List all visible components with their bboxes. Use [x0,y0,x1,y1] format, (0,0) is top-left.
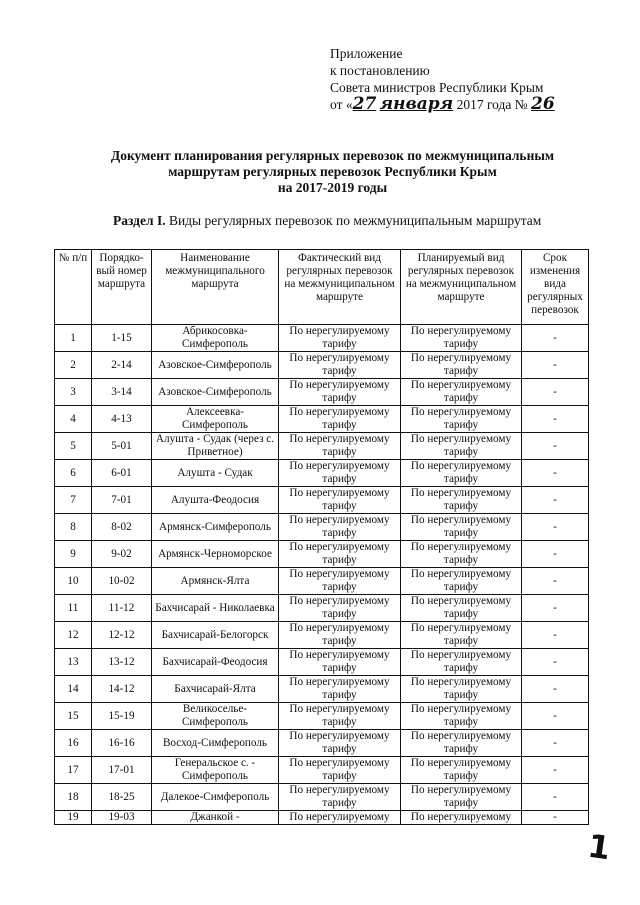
cell-change-term: - [522,487,589,514]
cell-index: 7 [55,487,92,514]
table-row [55,325,589,352]
cell-route-name: Армянск-Черноморское [152,541,279,568]
cell-actual-type: По нерегулируемому тарифу [279,757,401,784]
cell-actual-type: По нерегулируемому тарифу [279,433,401,460]
cell-route-number: 11-12 [92,595,152,622]
cell-planned-type: По нерегулируемому тарифу [401,406,522,433]
cell-index: 5 [55,433,92,460]
cell-planned-type: По нерегулируемому тарифу [401,325,522,352]
cell-change-term: - [522,703,589,730]
cell-route-name: Армянск-Ялта [152,568,279,595]
cell-actual-type: По нерегулируемому тарифу [279,487,401,514]
table-row [55,460,589,487]
cell-actual-type: По нерегулируемому тарифу [279,568,401,595]
cell-index: 6 [55,460,92,487]
cell-planned-type: По нерегулируемому тарифу [401,460,522,487]
handwritten-month: января [379,94,454,114]
cell-actual-type: По нерегулируемому тарифу [279,649,401,676]
cell-index: 3 [55,379,92,406]
cell-actual-type: По нерегулируемому тарифу [279,325,401,352]
cell-planned-type: По нерегулируемому тарифу [401,352,522,379]
table-row [55,406,589,433]
table-row [55,568,589,595]
appendix-line-1: Приложение [330,46,403,61]
cell-index: 9 [55,541,92,568]
cell-change-term: - [522,622,589,649]
header-change-term: Срок изменения вида регулярных перевозок [522,250,589,325]
cell-planned-type: По нерегулируемому тарифу [401,649,522,676]
cell-actual-type: По нерегулируемому тарифу [279,622,401,649]
cell-index: 17 [55,757,92,784]
cell-index: 18 [55,784,92,811]
cell-index: 13 [55,649,92,676]
cell-actual-type: По нерегулируемому тарифу [279,541,401,568]
cell-route-name: Генеральское с. - Симферополь [152,757,279,784]
table-row [55,757,589,784]
cell-planned-type: По нерегулируемому тарифу [401,622,522,649]
cell-change-term: - [522,541,589,568]
header-index: № п/п [55,250,92,325]
table-row [55,703,589,730]
cell-route-number: 15-19 [92,703,152,730]
cell-index: 8 [55,514,92,541]
cell-index: 1 [55,325,92,352]
table-row [55,487,589,514]
cell-change-term: - [522,568,589,595]
table-row [55,541,589,568]
cell-actual-type: По нерегулируемому тарифу [279,784,401,811]
section-heading [113,213,613,229]
cell-actual-type: По нерегулируемому тарифу [279,514,401,541]
section-label: Раздел I. [113,213,166,228]
cell-change-term: - [522,406,589,433]
cell-planned-type: По нерегулируемому тарифу [401,676,522,703]
cell-index: 15 [55,703,92,730]
cell-change-term: - [522,514,589,541]
cell-route-name: Бахчисарай-Феодосия [152,649,279,676]
handwritten-page-mark: 1 [585,826,613,868]
table-row [55,784,589,811]
table-header-row [55,250,589,325]
cell-actual-type: По нерегулируемому тарифу [279,460,401,487]
title-line-1: Документ планирования регулярных перевозок по межмуниципальным [110,148,555,163]
header-planned-type: Планируемый вид регулярных перевозок на межмуниципальном маршруте [401,250,522,325]
cell-index: 14 [55,676,92,703]
title-line-3: на 2017-2019 годы [277,180,388,195]
cell-planned-type: По нерегулируемому тарифу [401,514,522,541]
cell-actual-type: По нерегулируемому тарифу [279,406,401,433]
cell-route-name: Бахчисарай-Белогорск [152,622,279,649]
cell-change-term: - [522,784,589,811]
header-route-number: Порядко-вый номер маршрута [92,250,152,325]
cell-route-name: Азовское-Симферополь [152,352,279,379]
routes-table [54,249,589,825]
cell-route-number: 4-13 [92,406,152,433]
cell-route-number: 13-12 [92,649,152,676]
title-line-2: маршрутам регулярных перевозок Республики Крым [168,164,497,179]
cell-route-number: 12-12 [92,622,152,649]
cell-route-name: Азовское-Симферополь [152,379,279,406]
cell-actual-type: По нерегулируемому тарифу [279,595,401,622]
cell-planned-type: По нерегулируемому тарифу [401,541,522,568]
cell-route-name: Бахчисарай-Ялта [152,676,279,703]
table-row [55,595,589,622]
appendix-block [330,45,630,113]
appendix-date-line [330,96,630,113]
cell-route-name: Бахчисарай - Николаевка [152,595,279,622]
header-actual-type: Фактический вид регулярных перевозок на межмуниципальном маршруте [279,250,401,325]
cell-route-number: 14-12 [92,676,152,703]
table-row [55,676,589,703]
cell-index: 4 [55,406,92,433]
cell-route-number: 3-14 [92,379,152,406]
table-row [55,811,589,825]
cell-route-number: 2-14 [92,352,152,379]
cell-route-name: Алушта-Феодосия [152,487,279,514]
cell-route-number: 10-02 [92,568,152,595]
cell-change-term: - [522,649,589,676]
cell-route-number: 1-15 [92,325,152,352]
cell-change-term: - [522,676,589,703]
header-route-name: Наименование межмуниципального маршрута [152,250,279,325]
cell-planned-type: По нерегулируемому тарифу [401,730,522,757]
cell-index: 16 [55,730,92,757]
cell-change-term: - [522,595,589,622]
cell-route-name: Джанкой - [152,811,279,825]
document-title [60,148,605,196]
table-row [55,730,589,757]
section-text: Виды регулярных перевозок по межмуниципальным маршрутам [168,213,542,228]
cell-planned-type: По нерегулируемому тарифу [401,784,522,811]
table-row [55,514,589,541]
cell-index: 10 [55,568,92,595]
cell-change-term: - [522,757,589,784]
cell-planned-type: По нерегулируемому тарифу [401,487,522,514]
date-middle: 2017 года № [456,97,528,112]
cell-route-name: Восход-Симферополь [152,730,279,757]
table-row [55,379,589,406]
cell-route-number: 8-02 [92,514,152,541]
cell-route-number: 6-01 [92,460,152,487]
handwritten-number: 26 [531,94,555,114]
cell-route-name: Алушта - Судак (через с. Приветное) [152,433,279,460]
cell-route-name: Алушта - Судак [152,460,279,487]
cell-route-name: Абрикосовка-Симферополь [152,325,279,352]
cell-planned-type: По нерегулируемому тарифу [401,703,522,730]
cell-route-number: 9-02 [92,541,152,568]
cell-actual-type: По нерегулируемому тарифу [279,676,401,703]
handwritten-day: 27 [352,94,377,114]
cell-planned-type: По нерегулируемому тарифу [401,757,522,784]
cell-change-term: - [522,379,589,406]
cell-change-term: - [522,730,589,757]
appendix-line-2: к постановлению [330,63,430,78]
cell-actual-type: По нерегулируемому тарифу [279,379,401,406]
cell-index: 11 [55,595,92,622]
cell-actual-type: По нерегулируемому тарифу [279,730,401,757]
cell-planned-type: По нерегулируемому тарифу [401,568,522,595]
cell-route-number: 19-03 [92,811,152,825]
cell-index: 2 [55,352,92,379]
cell-change-term: - [522,352,589,379]
cell-route-number: 18-25 [92,784,152,811]
cell-route-name: Великоселье-Симферополь [152,703,279,730]
cell-route-name: Алексеевка-Симферополь [152,406,279,433]
cell-index: 19 [55,811,92,825]
cell-index: 12 [55,622,92,649]
cell-planned-type: По нерегулируемому тарифу [401,433,522,460]
cell-route-number: 7-01 [92,487,152,514]
cell-actual-type: По нерегулируемому [279,811,401,825]
table-row [55,352,589,379]
cell-route-number: 17-01 [92,757,152,784]
cell-actual-type: По нерегулируемому тарифу [279,703,401,730]
cell-planned-type: По нерегулируемому тарифу [401,379,522,406]
cell-route-number: 5-01 [92,433,152,460]
appendix-line-3: Совета министров Республики Крым [330,80,544,95]
cell-change-term: - [522,325,589,352]
table-row [55,622,589,649]
cell-change-term: - [522,433,589,460]
cell-route-name: Далекое-Симферополь [152,784,279,811]
cell-planned-type: По нерегулируемому тарифу [401,595,522,622]
cell-change-term: - [522,460,589,487]
cell-route-name: Армянск-Симферополь [152,514,279,541]
table-row [55,649,589,676]
date-prefix: от « [330,97,353,112]
cell-route-number: 16-16 [92,730,152,757]
cell-planned-type: По нерегулируемому [401,811,522,825]
table-row [55,433,589,460]
cell-actual-type: По нерегулируемому тарифу [279,352,401,379]
cell-change-term: - [522,811,589,825]
